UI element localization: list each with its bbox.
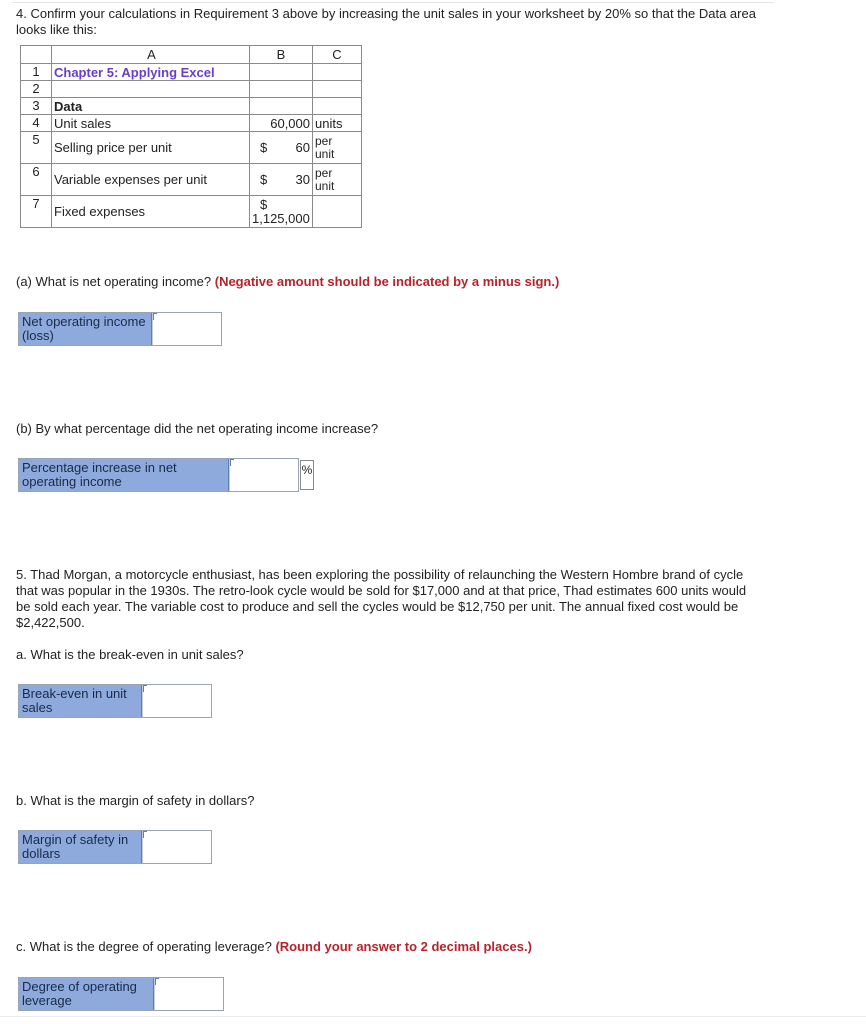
degree-of-leverage-label: Degree of operating leverage	[19, 978, 154, 1010]
unit-line-2: unit	[315, 146, 335, 161]
degree-of-leverage-input[interactable]	[154, 978, 222, 1010]
input-marker-icon	[153, 313, 157, 320]
percentage-increase-answer	[18, 458, 299, 492]
currency-symbol: $	[260, 196, 268, 212]
bottom-divider	[0, 1016, 866, 1017]
break-even-label: Break-even in unit sales	[19, 685, 142, 717]
fixed-expenses-cell	[250, 196, 313, 228]
q4a-note: (Negative amount should be indicated by a minus sign.)	[214, 274, 560, 289]
currency-symbol: $	[260, 172, 268, 187]
unit-line-1: per	[315, 165, 333, 180]
net-operating-income-label: Net operating income (loss)	[19, 313, 152, 345]
sheet-row-7	[21, 196, 362, 228]
net-operating-income-answer	[18, 312, 222, 346]
col-header-c: C	[313, 46, 362, 64]
selling-price-label: Selling price per unit	[52, 132, 250, 164]
data-spreadsheet	[20, 45, 362, 228]
q4a-question	[16, 274, 761, 290]
sheet-row-5	[21, 132, 362, 164]
selling-price-unit	[313, 132, 362, 164]
row-number: 4	[21, 115, 52, 132]
degree-of-leverage-answer	[18, 977, 224, 1011]
unit-line-1: per	[315, 133, 333, 148]
input-marker-icon	[155, 978, 159, 985]
unit-sales-label: Unit sales	[52, 115, 250, 132]
q5c-note: (Round your answer to 2 decimal places.)	[275, 939, 532, 954]
data-heading: Data	[52, 98, 250, 115]
col-header-b: B	[250, 46, 313, 64]
row-number: 5	[21, 132, 52, 164]
margin-of-safety-answer	[18, 830, 212, 864]
margin-of-safety-label: Margin of safety in dollars	[19, 831, 142, 863]
corner-cell	[21, 46, 52, 64]
percentage-increase-input[interactable]	[229, 459, 297, 491]
row-number: 6	[21, 164, 52, 196]
variable-expenses-label: Variable expenses per unit	[52, 164, 250, 196]
top-divider	[12, 2, 774, 3]
selling-price-cell	[250, 132, 313, 164]
net-operating-income-input[interactable]	[152, 313, 220, 345]
variable-expenses-unit	[313, 164, 362, 196]
fixed-expenses-label: Fixed expenses	[52, 196, 250, 228]
sheet-row-2	[21, 81, 362, 98]
col-header-a: A	[52, 46, 250, 64]
margin-of-safety-input[interactable]	[142, 831, 210, 863]
q4b-question: (b) By what percentage did the net operating income increase?	[16, 421, 379, 436]
fixed-expenses-value: 1,125,000	[252, 210, 310, 226]
break-even-answer	[18, 684, 212, 718]
q5-intro: 5. Thad Morgan, a motorcycle enthusiast, has been exploring the possibility of relaunching the Western Hombre brand of cycle that was popular in the 1930s. The retro-look cycle would be sold for $17,000 and at that price, Thad estimates 600 units would be sold each year. The variable cost to produce and sell the cycles would be $12,750 per unit. The annual fixed cost would be $2,422,500.	[16, 567, 747, 630]
row-number: 1	[21, 64, 52, 81]
variable-expenses-cell	[250, 164, 313, 196]
input-marker-icon	[143, 685, 147, 692]
sheet-row-3	[21, 98, 362, 115]
q4-intro: 4. Confirm your calculations in Requirement 3 above by increasing the unit sales in your worksheet by 20% so that the Data area looks like this:	[16, 6, 756, 37]
sheet-title: Chapter 5: Applying Excel	[52, 64, 250, 81]
q5c-question	[16, 939, 761, 955]
unit-line-2: unit	[315, 178, 335, 193]
sheet-row-1	[21, 64, 362, 81]
sheet-row-4	[21, 115, 362, 132]
input-marker-icon	[230, 459, 234, 466]
row-number: 3	[21, 98, 52, 115]
unit-sales-unit: units	[313, 115, 362, 132]
selling-price-value: 60	[295, 140, 310, 155]
sheet-row-6	[21, 164, 362, 196]
q5b-question: b. What is the margin of safety in dollars?	[16, 793, 255, 808]
q5c-text: c. What is the degree of operating leverage?	[16, 939, 272, 954]
variable-expenses-value: 30	[295, 172, 310, 187]
q4a-text: (a) What is net operating income?	[16, 274, 212, 289]
percent-sign: %	[300, 460, 314, 490]
currency-symbol: $	[260, 140, 268, 155]
percentage-increase-label: Percentage increase in net operating income	[19, 459, 229, 491]
q5a-question: a. What is the break-even in unit sales?	[16, 647, 244, 662]
row-number: 2	[21, 81, 52, 98]
break-even-input[interactable]	[142, 685, 210, 717]
input-marker-icon	[143, 831, 147, 838]
unit-sales-value: 60,000	[250, 115, 313, 132]
row-number: 7	[21, 196, 52, 228]
